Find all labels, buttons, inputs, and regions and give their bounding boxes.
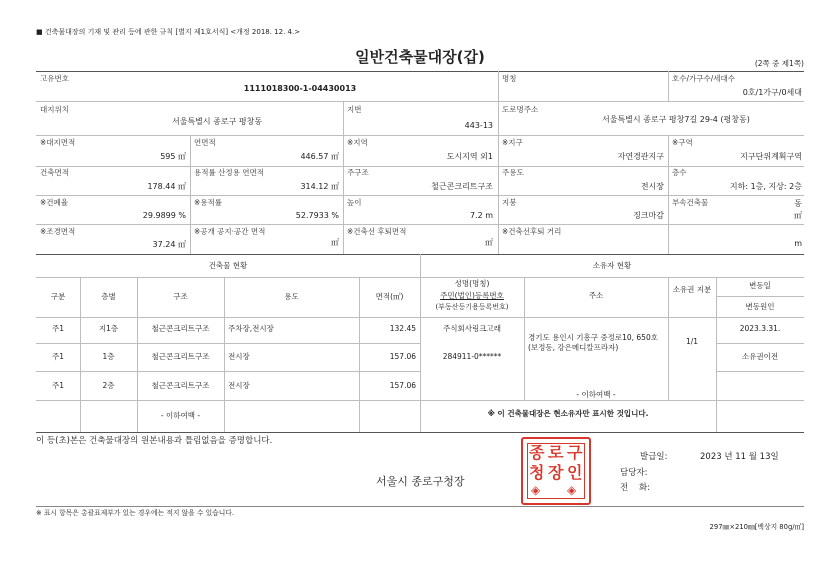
setback-dist-label: ※건축선후퇴 거리 — [502, 227, 562, 236]
building-status-title: 건축물 현황 — [208, 261, 248, 270]
col-header-owner-reg: 주민(법인)등록번호 — [440, 291, 504, 300]
main-use-value: 전시장 — [640, 182, 664, 191]
height-label: 높이 — [347, 198, 362, 207]
total-area-value: 446.57 ㎡ — [300, 152, 339, 161]
main-use-label: 주용도 — [502, 168, 524, 177]
roof-label: 지붕 — [502, 198, 517, 207]
households-value: 0호/1가구/0세대 — [742, 88, 802, 97]
area-label: ※구역 — [672, 138, 693, 147]
building-area-label: 건축면적 — [40, 168, 69, 177]
change-date: 2023.3.31. — [739, 324, 781, 333]
document-title: 일반건축물대장(갑) — [355, 48, 485, 66]
row-area: 157.06 — [389, 381, 416, 390]
site-label: 대지위치 — [40, 105, 69, 114]
col-header-area: 면적(㎡) — [375, 292, 404, 301]
building-end-mark: - 이하여백 - — [160, 411, 201, 420]
floors-label: 층수 — [672, 168, 687, 177]
col-header-owner-name: 성명(명칭) — [454, 279, 490, 288]
setback-area-label: ※건축선 후퇴면적 — [347, 227, 407, 236]
col-header-use: 용도 — [284, 292, 299, 301]
row-use: 전시장 — [228, 352, 250, 361]
col-header-structure: 구조 — [173, 292, 188, 301]
row-type: 주1 — [51, 324, 65, 333]
landscape-value: 37.24 ㎡ — [152, 240, 186, 249]
owner-share: 1/1 — [685, 337, 699, 346]
name-label: 명칭 — [502, 74, 517, 83]
owner-reg-number: 284911-0****** — [442, 352, 502, 361]
row-type: 주1 — [51, 352, 65, 361]
col-header-floor: 층별 — [101, 292, 116, 301]
row-floor: 2층 — [102, 381, 115, 390]
far-value: 52.7933 % — [295, 211, 339, 220]
owner-status-title: 소유자 현황 — [592, 261, 632, 270]
road-label: 도로명주소 — [502, 105, 539, 114]
landscape-label: ※조경면적 — [40, 227, 76, 236]
certification-statement: 이 등(초)본은 건축물대장의 원본내용과 틀림없음을 증명합니다. — [36, 436, 273, 446]
page-info: (2쪽 중 제1쪽) — [754, 59, 804, 68]
households-label: 호수/가구수/세대수 — [672, 74, 736, 83]
annex-label: 부속건축물 — [672, 198, 709, 207]
change-reason: 소유권이전 — [741, 352, 779, 361]
lot-value: 443-13 — [464, 121, 493, 130]
main-structure-value: 철근콘크리트구조 — [431, 182, 493, 191]
setback-area-unit: ㎡ — [485, 238, 493, 247]
issue-date-label: 발급일: — [640, 452, 668, 462]
far-label: ※용적률 — [194, 198, 223, 207]
annex-value: 동 — [794, 199, 802, 208]
total-area-label: 연면적 — [194, 138, 216, 147]
floors-value: 지하: 1층, 지상: 2층 — [729, 182, 802, 191]
officer-label: 담당자: — [620, 468, 648, 478]
district-label: ※지구 — [502, 138, 523, 147]
official-seal: 종 로 구 청 장 인 ◈ ◈ — [521, 437, 591, 505]
annex-unit: ㎡ — [794, 211, 802, 220]
row-type: 주1 — [51, 381, 65, 390]
issuer-name: 서울시 종로구청장 — [376, 475, 465, 488]
col-header-address: 주소 — [588, 291, 604, 300]
public-space-label: ※공개 공지·공간 면적 — [194, 227, 266, 236]
land-area-value: 595 ㎡ — [160, 152, 186, 161]
col-header-change-reason: 변동원인 — [745, 302, 775, 311]
row-structure: 철근콘크리트구조 — [151, 381, 210, 390]
zone-label: ※지역 — [347, 138, 368, 147]
col-header-change-date: 변동일 — [749, 281, 771, 290]
issue-date-value: 2023 년 11 월 13일 — [700, 452, 779, 462]
building-area-value: 178.44 ㎡ — [147, 182, 186, 191]
main-structure-label: 주구조 — [347, 168, 369, 177]
row-area: 132.45 — [389, 324, 416, 333]
row-structure: 철근콘크리트구조 — [151, 352, 210, 361]
lot-label: 지번 — [347, 105, 362, 114]
footer-note: ※ 표시 항목은 총괄표제부가 있는 경우에는 적지 않을 수 있습니다. — [36, 509, 235, 517]
bcr-label: ※건폐율 — [40, 198, 69, 207]
col-header-owner-reg2: (부동산등기용등록번호) — [435, 303, 509, 311]
owner-notice: ※ 이 건축물대장은 현소유자만 표시한 것입니다. — [487, 409, 649, 418]
owner-address: 경기도 용인시 기흥구 중정로10, 650호(보정동, 강은메디칼프라자) — [528, 333, 658, 352]
owner-name: 주식회사링크고래 — [443, 324, 501, 333]
id-label: 고유번호 — [40, 74, 69, 83]
setback-dist-unit: m — [794, 239, 802, 248]
row-use: 주차장,전시장 — [228, 324, 274, 333]
phone-label: 전 화: — [620, 483, 651, 493]
zone-value: 도시지역 외1 — [446, 152, 493, 161]
col-header-type: 구분 — [50, 292, 66, 301]
land-area-label: ※대지면적 — [40, 138, 76, 147]
row-area: 157.06 — [389, 352, 416, 361]
area-value: 지구단위계획구역 — [740, 152, 802, 161]
owner-end-mark: - 이하여백 - — [576, 390, 616, 399]
far-area-value: 314.12 ㎡ — [300, 182, 339, 191]
district-value: 자연경관지구 — [617, 152, 664, 161]
col-header-share: 소유권 지분 — [672, 285, 712, 294]
far-area-label: 용적률 산정용 연면적 — [194, 168, 264, 177]
site-value: 서울특별시 종로구 평창동 — [172, 117, 263, 126]
paper-spec: 297㎜×210㎜[백상지 80g/㎡] — [709, 523, 804, 531]
public-space-unit: ㎡ — [331, 238, 339, 247]
roof-value: 징크마감 — [633, 211, 664, 220]
row-use: 전시장 — [228, 381, 250, 390]
road-value: 서울특별시 종로구 평창7길 29-4 (평창동) — [602, 115, 750, 124]
row-floor: 1층 — [102, 352, 115, 361]
height-value: 7.2 m — [469, 211, 493, 220]
bcr-value: 29.9899 % — [142, 211, 186, 220]
id-value: 1111018300-1-04430013 — [243, 84, 357, 93]
regulation-note: ■ 건축물대장의 기재 및 관리 등에 관한 규칙 [별지 제1호서식] <개정 2018. 12. 4.> — [36, 28, 301, 36]
row-floor: 지1층 — [98, 324, 119, 333]
row-structure: 철근콘크리트구조 — [151, 324, 210, 333]
